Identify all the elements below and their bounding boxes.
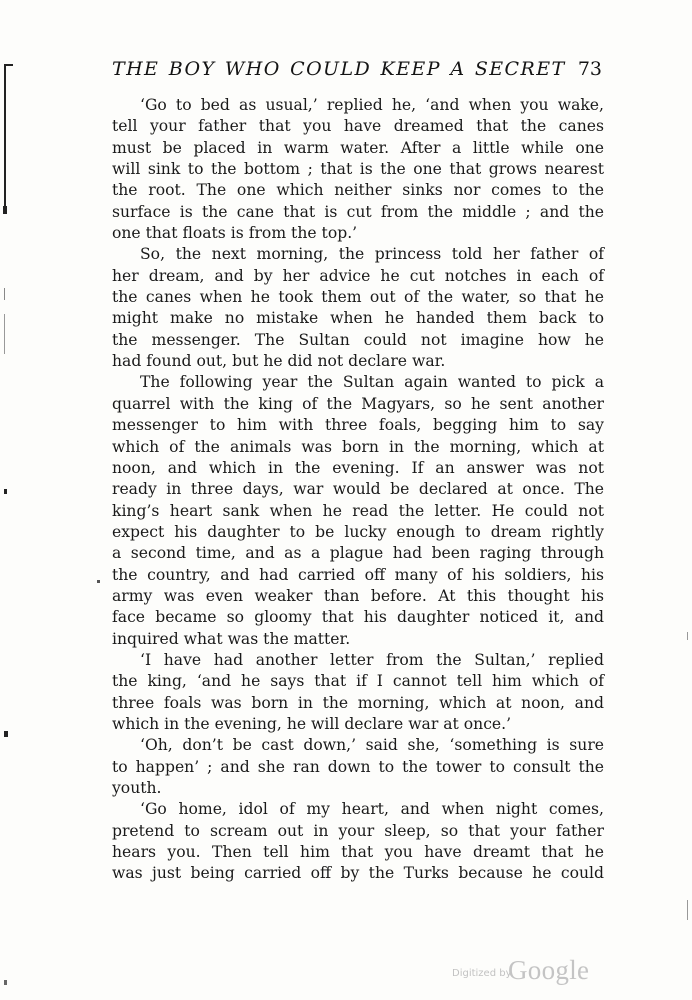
running-title: THE BOY WHO COULD KEEP A SECRET [112, 58, 566, 80]
margin-bracket-tick [4, 64, 13, 66]
text-line: surface is the cane that is cut from the middle ; and the [112, 202, 604, 221]
text-line: ‘Oh, don’t be cast down,’ said she, ‘something is sure [140, 736, 604, 755]
text-line: the king, ‘and he says that if I cannot tell him which of [112, 672, 604, 691]
text-line: messenger to him with three foals, begging him to say [112, 416, 604, 435]
text-line: one that floats is from the top.’ [112, 224, 358, 243]
margin-dot-mark [687, 632, 688, 640]
text-line: quarrel with the king of the Magyars, so he sent another [112, 394, 604, 413]
google-logo: Google [508, 955, 590, 985]
page-number: 73 [577, 58, 602, 80]
text-line: tell your father that you have dreamed that the canes [112, 117, 604, 136]
text-line: will sink to the bottom ; that is the one that grows nearest [112, 160, 604, 179]
text-line: face became so gloomy that his daughter noticed it, and [112, 608, 604, 627]
margin-dot-mark [4, 314, 5, 354]
margin-dot-mark [97, 580, 100, 583]
margin-dot-mark [4, 288, 5, 300]
text-line: the messenger. The Sultan could not imagine how he [112, 330, 604, 349]
text-line: ‘Go to bed as usual,’ replied he, ‘and when you wake, [140, 96, 604, 114]
margin-dot-mark [4, 731, 8, 737]
text-line: had found out, but he did not declare war. [112, 352, 446, 371]
margin-dot-mark [4, 489, 7, 494]
text-line: her dream, and by her advice he cut notches in each of [112, 266, 604, 285]
text-line: The following year the Sultan again wanted to pick a [140, 373, 604, 392]
text-line: hears you. Then tell him that you have dreamt that he [112, 843, 604, 862]
text-line: ‘I have had another letter from the Sultan,’ replied [140, 650, 604, 669]
text-line: which in the evening, he will declare war at once.’ [112, 714, 512, 733]
margin-dot-mark [4, 980, 7, 985]
text-line: inquired what was the matter. [112, 629, 351, 648]
text-line: youth. [112, 779, 162, 797]
text-line: the country, and had carried off many of his soldiers, his [112, 565, 604, 584]
text-line: expect his daughter to be lucky enough to dream rightly [112, 522, 604, 541]
text-line: ready in three days, war would be declared at once. The [112, 480, 604, 499]
text-line: might make no mistake when he handed them back to [112, 309, 604, 328]
text-line: must be placed in warm water. After a little while one [112, 138, 604, 157]
margin-dot-mark [687, 900, 688, 920]
text-line: noon, and which in the evening. If an answer was not [112, 458, 604, 477]
text-line: army was even weaker than before. At this thought his [112, 586, 604, 605]
text-line: So, the next morning, the princess told her father of [140, 245, 604, 264]
text-line: a second time, and as a plague had been raging through [112, 544, 604, 563]
text-line: the canes when he took them out of the water, so that he [112, 288, 604, 307]
page-header [112, 58, 602, 88]
margin-dot-mark [3, 206, 7, 214]
margin-bracket-mark [4, 64, 6, 214]
digitized-by-google-watermark [452, 950, 612, 986]
digitized-by-label: Digitized by [452, 968, 512, 979]
text-line: king’s heart sank when he read the letter. He could not [112, 501, 604, 520]
text-line: which of the animals was born in the morning, which at [112, 437, 604, 456]
text-line: was just being carried off by the Turks because he could [112, 864, 604, 883]
text-line: the root. The one which neither sinks nor comes to the [112, 181, 604, 200]
body-text [112, 95, 604, 885]
text-line: pretend to scream out in your sleep, so that your father [112, 821, 604, 840]
text-line: three foals was born in the morning, which at noon, and [112, 693, 604, 712]
text-line: to happen’ ; and she ran down to the tower to consult the [112, 757, 604, 776]
text-line: ‘Go home, idol of my heart, and when night comes, [140, 800, 604, 819]
